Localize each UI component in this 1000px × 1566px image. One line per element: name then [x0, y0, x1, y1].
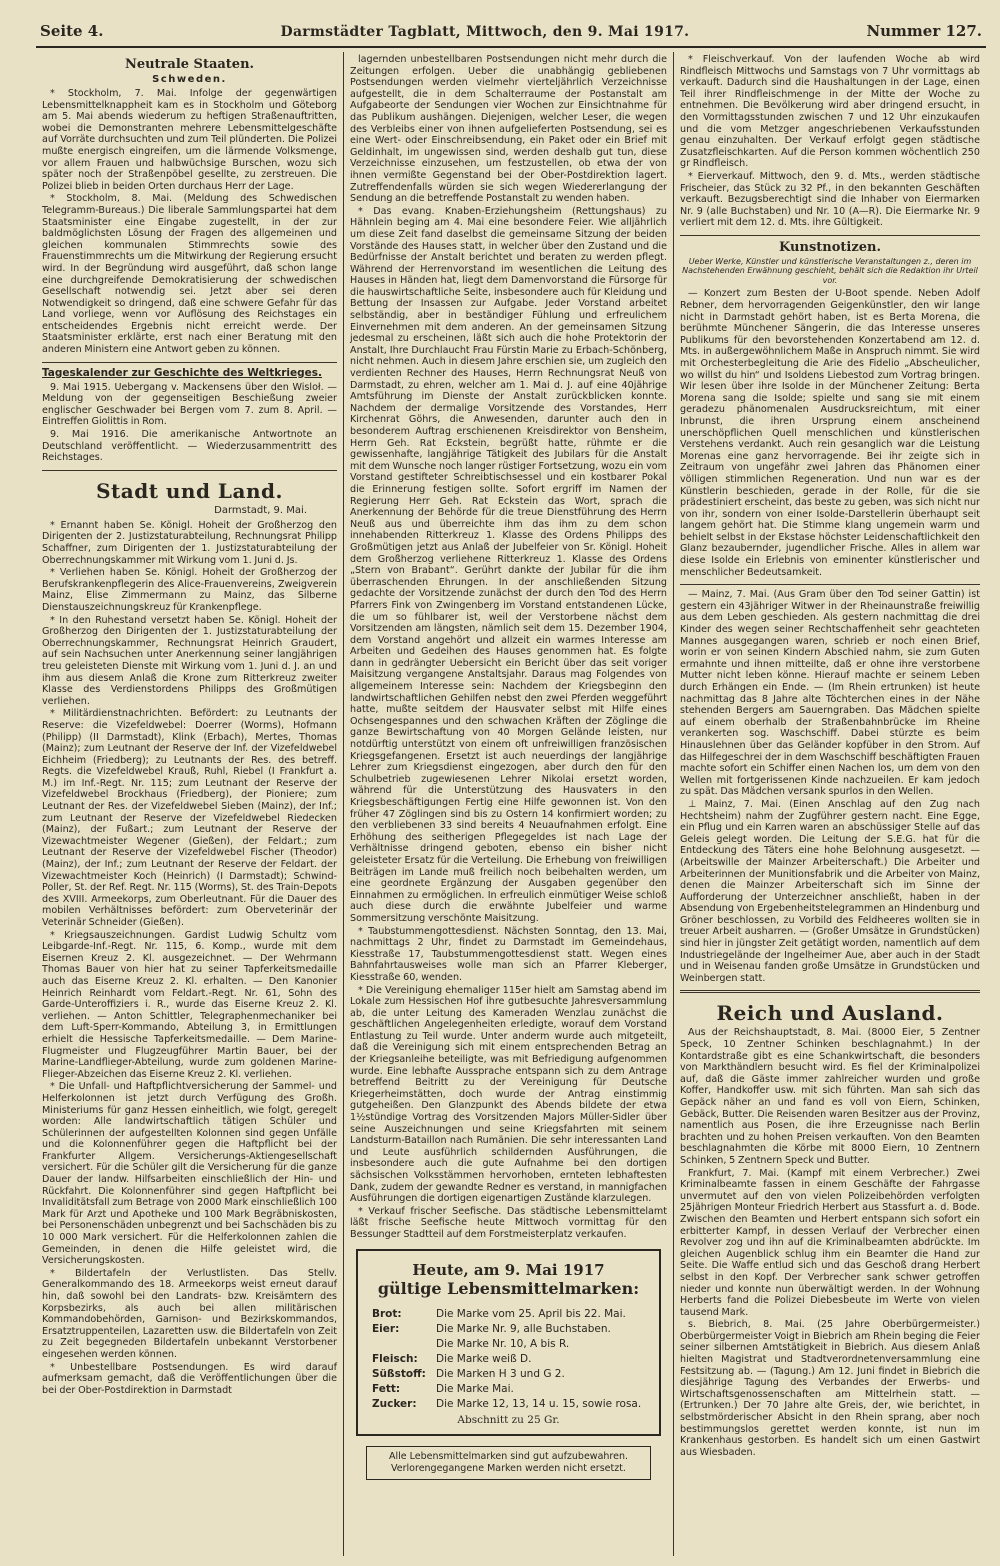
ration-row [372, 1337, 645, 1352]
ration-row [372, 1322, 645, 1337]
divider [680, 235, 980, 236]
section-title-reich: Reich und Ausland. [716, 1001, 944, 1026]
article-stockholm-1: * Stockholm, 7. Mai. Infolge der gegenwärtigen Lebensmittelknappheit kam es in Stockholm und Göteborg am 5. Mai abends wiederum zu heftigen Straßenauftritten, wobei die Demonstranten mehrere Lebensmittelgeschäfte auf Vorräte durchsuchten und zum Teil plünderten. Die Polizei mußte energisch eingreifen, um die lärmende Volksmenge, vor allem Frauen und halbwüchsige Burschen, wozu sich später noch der Straßenpöbel gesellte, zu zerstreuen. Die Polizei blieb in beiden Orten durchaus Herr der Lage. [42, 88, 337, 192]
calendar-title: Tageskalender zur Geschichte des Weltkrieges. [42, 366, 322, 379]
ration-notice-line-1: Alle Lebensmittelmarken sind gut aufzubewahren. [388, 1450, 629, 1462]
divider [42, 362, 337, 363]
ration-notice-box [366, 1446, 651, 1480]
article-unfallversicherung: * Die Unfall- und Haftpflichtversicherung der Sammel- und Helferkolonnen ist jetzt durch Verfügung des Großh. Ministeriums für ganz Hessen einheitlich, wie folgt, geregelt worden: Alle landwirtschaftlich tätigen Schüler und Schülerinnen der aufgestellten Kolonnen sind gegen Unfälle und die Kolonnenführer gegen die Haftpflicht bei der Frankfurter Allgem. Versicherungs-Aktiengesellschaft versichert. Für die Schüler gilt die Versicherung für die ganze Dauer der landw. Hilfsarbeiten einschließlich der Hin- und Rückfahrt. Die Kolonnenführer sind gegen Haftpflicht bei Invaliditätsfall zum Betrage von 2000 Mark einschließlich 100 Mark für Arzt und Apotheke und 100 Mark Begräbniskosten, bei Personenschäden unbegrenzt und bei Sachschäden bis zu 10 000 Mark versichert. Für die Helferkolonnen zahlen die Gemeinden, in denen die Hilfe geleistet wird, die Versicherungskosten. [42, 1081, 337, 1267]
ration-row [372, 1307, 645, 1322]
column-3 [674, 52, 986, 1556]
article-reichshauptstadt: Aus der Reichshauptstadt, 8. Mai. (8000 Eier, 5 Zentner Speck, 10 Zentner Schinken beschlagnahmt.) In der Kontardstraße gibt es eine Schankwirtschaft, die besonders von Markthändlern besucht wird. Es fiel der Kriminalpolizei auf, daß die Gäste immer zahlreicher wurden und große Koffer, Handkoffer usw. mit sich führten. Man sah sich das Gepäck näher an und fand es voll von Eiern, Schinken, Gebäck, Butter. Die Reisenden waren Besitzer aus der Provinz, namentlich aus Posen, die ihre Erzeugnisse nach Berlin brachten und zu hohen Preisen verkauften. Von den Beamten beschlagnahmten die Körbe mit 8000 Eiern, 10 Zentnern Schinken, 5 Zentnern Speck und Butter. [680, 1027, 980, 1166]
ration-item-label: Eier: [372, 1322, 400, 1335]
ration-row [372, 1367, 645, 1382]
article-115er: * Die Vereinigung ehemaliger 115er hielt am Samstag abend im Lokale zum Hessischen Hof ihre gutbesuchte Jahresversammlung ab, die unter Leitung des Kameraden Wenzlau zunächst die geschäftlichen Angelegenheiten erledigte, worauf dem Vorstand Entlastung zu Teil wurde. Unter anderm wurde auch mitgeteilt, daß die Vereinigung sich mit einem entsprechenden Betrag an der Kriegsanleihe beteiligte, was mit Befriedigung aufgenommen wurde. Eine lebhafte Aussprache entspann sich zu dem Antrage betreffend Beitritt zu der Vereinigung für Deutsche Kriegerheimstätten, doch wurde der Antrag einstimmig gutgeheißen. Den Glanzpunkt des Abends bildete der etwa 1½stündige Vortrag des Vorsitzenden Majors Müller-Sidler über seine Auszeichnungen und seine Kriegsfahrten mit seinem Landsturm-Bataillon nach Rumänien. Die sehr interessanten Land und Leute ausführlich schildernden Ausführungen, die insbesondere auch die gute Aufnahme bei den dortigen sächsischen Volksstämmen hervorhoben, ernteten lebhaftesten Dank, zudem der gewandte Redner es verstand, in mannigfachen Ausführungen die dortigen eigenartigen Zustände klarzulegen. [350, 984, 667, 1205]
ration-item-value: Die Marke 12, 13, 14 u. 15, sowie rosa. [436, 1397, 642, 1410]
article-seefische: * Verkauf frischer Seefische. Das städtische Lebensmittelamt läßt frische Seefische heute Mittwoch vormittag für den Bessunger Stadtteil auf dem Forstmeisterplatz verkaufen. [350, 1205, 667, 1240]
column-1 [36, 52, 344, 1556]
article-stockholm-2: * Stockholm, 8. Mai. (Meldung des Schwedischen Telegramm-Bureaus.) Die liberale Sammlungspartei hat dem Staatsminister eine Eingabe zugestellt, in der zur baldmöglichsten Lösung der Fragen des allgemeinen und gleichen kommunalen Stimmrechts sowie des Frauenstimmrechts um die Mitwirkung der Regierung ersucht wird. In der Begründung wird ausgeführt, daß schon lange eine durchgreifende Demokratisierung der schwedischen Gesellschaft notwendig sei. Jetzt aber sei deren Notwendigkeit so dringend, daß eine schwere Gefahr für das Land vorliege, wenn vor Auflösung des Reichstages ein entscheidendes Ergebnis nicht erreicht werde. Der Staatsminister erklärte, erst nach einer Beratung mit den anderen Ministern eine Antwort geben zu können. [42, 193, 337, 356]
article-fleischverkauf: * Fleischverkauf. Von der laufenden Woche ab wird Rindfleisch Mittwochs und Samstags von 7 Uhr vormittags ab verkauft. Dadurch sind die Haushaltungen in der Lage, einen Teil ihrer Rindfleischmenge in der Mitte der Woche zu entnehmen. Die Bevölkerung wird aber dringend ersucht, in den Vormittagsstunden zwischen 7 und 12 Uhr einzukaufen und die vom Metzger angeschriebenen Verkaufsstunden genau einzuhalten. Der Verkauf erfolgt gegen städtische Zusatzfleischkarten. Auf die Person kommen wöchentlich 250 gr Rindfleisch. [680, 54, 980, 170]
dateline: Darmstadt, 9. Mai. [214, 504, 307, 516]
issue-number: Nummer 127. [866, 22, 982, 40]
article-eierverkauf: * Eierverkauf. Mittwoch, den 9. d. Mts., werden städtische Frischeier, das Stück zu 32 Pf., in den bekannten Geschäften verkauft. Bezugsberechtigt sind die Inhaber von Eiermarken Nr. 9 (alle Buchstaben) und Nr. 10 (A—R). Die Eiermarke Nr. 9 verliert mit dem 12. d. Mts. ihre Gültigkeit. [680, 170, 980, 229]
ration-row [372, 1352, 645, 1367]
article-mainz-1: — Mainz, 7. Mai. (Aus Gram über den Tod seiner Gattin) ist gestern ein 43jähriger Witwer in der Rheinaunstraße freiwillig aus dem Leben geschieden. Als gestern nachmittag die drei Kinder des wegen seiner Rechtschaffenheit sehr geachteten Mannes ausgegangen waren, schrieb er noch einen Brief, worin er von seinen Kindern Abschied nahm, sie zum Guten ermahnte und ihnen mitteilte, daß er ohne ihre verstorbene Mutter nicht leben könne. Hierauf machte er seinem Leben durch Erhängen ein Ende. — (Im Rhein ertrunken) ist heute nachmittag das 8 Jahre alte Töchterchen eines in der Nähe stehenden Bergers am Sauerngraben. Das Mädchen spielte auf einem oberhalb der Straßenbahnbrücke im Rheine verankerten sog. Waschschiff. Dabei stürzte es beim Hinauslehnen über das Geländer kopfüber in den Strom. Auf das Hilfegeschrei der in dem Waschschiff beschäftigten Frauen machte sofort ein Schiffer einen Nachen los, um dem von den Wellen mit fortgerissenen Kinde nachzueilen. Er kam jedoch zu spät. Das Mädchen versank spurlos in den Wellen. [680, 589, 980, 798]
ration-item-label: Zucker: [372, 1397, 417, 1410]
article-biebrich: s. Biebrich, 8. Mai. (25 Jahre Oberbürgermeister.) Oberbürgermeister Voigt in Biebrich am Rhein beging die Feier seiner silbernen Amtstätigkeit in Biebrich. Aus diesem Anlaß hielten Magistrat und Stadtverordnetenversammlung eine Festsitzung ab. — (Tagung.) Am 12. Juni findet in Biebrich die diesjährige Tagung des Verbandes der Erwerbs- und Wirtschaftsgenossenschaften am Mittelrhein statt. — (Ertrunken.) Der 70 Jahre alte Greis, der, wie berichtet, in selbstmörderischer Absicht in den Rhein sprang, aber noch bestimmungslos gerettet werden konnte, ist nun im Krankenhaus gestorben. Es handelt sich um einen Gastwirt aus Wiesbaden. [680, 1319, 980, 1458]
calendar-entry-1915: 9. Mai 1915. Uebergang v. Mackensens über den Wisloł. — Meldung von der gegenseitigen Beschießung zweier englischer Geschwader bei Bergen vom 7. zum 8. April. — Eintreffen Giolittis in Rom. [42, 381, 337, 428]
ration-box-footnote: Abschnitt zu 25 Gr. [457, 1413, 560, 1426]
column-2 [344, 52, 674, 1556]
article-taubstummen: * Taubstummengottesdienst. Nächsten Sonntag, den 13. Mai, nachmittags 2 Uhr, findet zu Darmstadt im Gemeindehaus, Kiesstraße 17, Taubstummengottesdienst statt. Wegen eines Bahnfahrtausweises wolle man sich an Pfarrer Kleberger, Kiesstraße 60, wenden. [350, 925, 667, 983]
article-frankfurt: Frankfurt, 7. Mai. (Kampf mit einem Verbrecher.) Zwei Kriminalbeamte fassen in einem Geschäfte der Fahrgasse unvermutet auf den von vielen Polizeibehörden verfolgten 25jährigen Monteur Friedrich Herbert aus Stassfurt a. d. Bode. Zwischen den Beamten und Herbert entspann sich sofort ein erbitterter Kampf, in dessen Verlauf der Verbrecher einen Revolver zog und ihn auf die Kriminalbeamten abdrückte. Im gleichen Augenblick schlug ihm ein Beamter die Hand zur Seite. Die Waffe entlud sich und das Geschoß drang Herbert selbst in den Kopf. Der Verbrecher sank schwer getroffen nieder und konnte nun überwältigt werden. In der Wohnung Herberts fand die Polizei Diebesbeute im Werte von vielen tausend Mark. [680, 1167, 980, 1318]
ration-row [372, 1382, 645, 1397]
section-title-neutral: Neutrale Staaten. [124, 57, 255, 72]
article-militaer: * Militärdienstnachrichten. Befördert: zu Leutnants der Reserve: die Vizefeldwebel: Doerrer (Worms), Hofmann (Philipp) (II Darmstadt), Klink (Erbach), Mertes, Thomas (Mainz); zum Leutnant der Reserve der Inf. der Vizefeldwebel Eichheim (Friedberg); zu Leutnants der Res. des betreff. Regts. die Vizefeldwebel Krauß, Ruhl, Riebel (I Frankfurt a. M.) im Inf.-Regt. Nr. 115; zum Leutnant der Reserve der Vizefeldwebel Brockhaus (Friedberg), der Pioniere; zum Leutnant der Res. der Vizefeldwebel Sieben (Mainz), der Inf.; zum Leutnant der Reserve der Vizefeldwebel Riedecken (Mainz), der Fußart.; zum Leutnant der Reserve der Vizewachtmeister Wegener (Gießen), der Feldart.; zum Leutnant der Reserve der Vizefeldwebel Fischer (Theodor) (Mainz), der Inf.; zum Leutnant der Reserve der Feldart. der Vizewachtmeister Koch (Heinrich) (I Darmstadt); Schwind-Poller, St. der Ref. Regt. Nr. 115 (Worms), St. des Train-Depots des XVIII. Armeekorps, zum Oberleutnant. Für die Dauer des mobilen Verhältnisses befördert: zum Oberveterinär der Veterinär Schneider (Gießen). [42, 708, 337, 928]
section-title-stadt: Stadt und Land. [96, 478, 283, 503]
ration-item-value: Die Marke vom 25. April bis 22. Mai. [436, 1307, 626, 1320]
article-bildertafeln: * Bildertafeln der Verlustlisten. Das Stellv. Generalkommando des 18. Armeekorps weist erneut darauf hin, daß sowohl bei den Landrats- bzw. Kreisämtern des Korpsbezirks, als auch bei allen militärischen Kommandobehörden, Garnison- und Bezirkskommandos, Ersatztruppenteilen, Lazaretten usw. die Bildertafeln von Zeit zu Zeit begegneden Bildertafeln unbekannt Verstorbener eingesehen werden können. [42, 1267, 337, 1360]
ration-item-value: Die Marken H 3 und G 2. [436, 1367, 565, 1380]
ration-notice-line-2: Verlorengegangene Marken werden nicht ersetzt. [391, 1462, 626, 1474]
article-mainz-2: ⊥ Mainz, 7. Mai. (Einen Anschlag auf den Zug nach Hechtsheim) nahm der Zugführer gestern nacht. Eine Egge, ein Pflug und ein Karren waren an abschüssiger Stelle auf das Geleis gelegt worden. Die Leitung der S.E.G. hat für die Entdeckung des Täters eine hohe Belohnung ausgesetzt. — (Arbeitswille der Mainzer Arbeiterschaft.) Die Arbeiter und Arbeiterinnen der Munitionsfabrik und die Arbeiter von Mainz, denen die Mainzer Arbeiterschaft sich im Sinne der Aufforderung der Unterzeichner anschließt, haben in der Absendung von Ergebenheitstelegrammen an Hindenburg und Gröner beschlossen, zu Vorbild des Feldheeres wollten sie in treuer Arbeit ausharren. — (Großer Umsätze in Grundstücken) sind hier in jüngster Zeit getätigt worden, namentlich auf dem Industriegelände der Ingelheimer Aue, aber auch in der Stadt und in Weisenau fanden große Umsätze in Grundstücken und Weinbergen statt. [680, 798, 980, 984]
ration-box-subtitle: gültige Lebensmittelmarken: [377, 1278, 640, 1298]
ration-item-value: Die Marke weiß D. [436, 1352, 532, 1365]
ration-item-label: Fleisch: [372, 1352, 418, 1365]
ration-item-label: Fett: [372, 1382, 401, 1395]
article-kriegsauszeichnungen: * Kriegsauszeichnungen. Gardist Ludwig Schultz vom Leibgarde-Inf.-Regt. Nr. 115, 6. Komp., wurde mit dem Eisernen Kreuz 2. Kl. ausgezeichnet. — Der Wehrmann Thomas Bauer von hier hat zu seiner Tapferkeitsmedaille auch das Eiserne Kreuz 2. Kl. erhalten. — Den Kanonier Heinrich Reinhardt vom Feldart.-Regt. Nr. 61, Sohn des Garde-Unteroffiziers i. R., wurde das Eiserne Kreuz 2. Kl. verliehen. — Anton Schittler, Telegraphenmechaniker bei dem Luft-Sperr-Kommando, Abteilung 3, in Ermittlungen erhielt die Hessische Tapferkeitsmedaille. — Dem Marine-Flugmeister und Flugzeugführer Martin Bauer, bei der Marine-Landflieger-Abteilung, wurde zum goldenen Marine-Flieger-Abzeichen das Eiserne Kreuz 2. Kl. verliehen. [42, 929, 337, 1080]
masthead-line: Darmstädter Tagblatt, Mittwoch, den 9. Mai 1917. [280, 24, 690, 40]
article-ruhestand: * In den Ruhestand versetzt haben Se. Königl. Hoheit der Großherzog den Dirigenten der 1. Justizstaturabteilung der Oberrechnungskammer, Rechnungsrat Heinrich Graudert, auf sein Nachsuchen unter Anerkennung seiner langjährigen treu geleisteten Dienste mit Wirkung vom 1. Juni d. J. an und ihm aus diesem Anlaß die Krone zum Ritterkreuz zweiter Klasse des Verdienstordens Philipps des Großmütigen verliehen. [42, 614, 337, 707]
article-ernannt: * Ernannt haben Se. Königl. Hoheit der Großherzog den Dirigenten der 2. Justizstaturabteilung, Rechnungsrat Philipp Schaffner, zum Dirigenten der 1. Justizstaturabteilung der Oberrechnungskammer mit Wirkung vom 1. Juni d. Js. [42, 519, 337, 566]
article-postsendungen: * Unbestellbare Postsendungen. Es wird darauf aufmerksam gemacht, daß die Veröffentlichungen über die bei der Ober-Postdirektion in Darmstadt [42, 1361, 337, 1396]
columns [36, 52, 986, 1556]
ration-item-value: Die Marke Nr. 9, alle Buchstaben. [436, 1322, 611, 1335]
article-verliehen: * Verliehen haben Se. Königl. Hoheit der Großherzog der Berufskrankenpflegerin des Alice-Frauenvereins, Zweigverein Mainz, Elise Zimmermann zu Mainz, das Silberne Dienstauszeichnungskreuz für Krankenpflege. [42, 567, 337, 613]
ration-item-label: Brot: [372, 1307, 402, 1320]
calendar-entry-1916: 9. Mai 1916. Die amerikanische Antwortnote an Deutschland veröffentlicht. — Wiederzusammentritt des Reichstages. [42, 429, 337, 464]
divider [680, 584, 980, 585]
ration-box-title: Heute, am 9. Mai 1917 [412, 1260, 605, 1279]
divider [680, 990, 980, 993]
article-erziehungsheim: * Das evang. Knaben-Erziehungsheim (Rettungshaus) zu Hähnlein beging am 4. Mai eine besondere Feier. Wie alljährlich um diese Zeit fand daselbst die gemeinsame Sitzung der beiden Vorstände des Hauses statt, in welcher über den Zustand und die Bedürfnisse der Anstalt berichtet und beraten zu werden pflegt. Während der Herrenvorstand im wesentlichen die Leitung des Hauses in Händen hat, liegt dem Damenvorstand die Fürsorge für die hauswirtschaftliche Seite, insbesondere auch für Kleidung und Bettung der Insassen zur Aufgabe. Jeder Vorstand arbeitet selbständig, aber in beständiger Fühlung und erfreulichem Einvernehmen mit dem anderen. An der gemeinsamen Sitzung jedesmal zu erscheinen, läßt sich auch die hohe Protektorin der Anstalt, Ihre Durchlaucht Frau Fürstin Marie zu Erbach-Schönberg, nicht nehmen. Auch in diesem Jahre erschien sie, um zugleich den verdienten Rechner des Hauses, Herrn Rechnungsrat Neuß von Darmstadt, zu ehren, welcher am 1. Mai d. J. auf eine 40jährige Amtsführung im Dienste der Anstalt zurückblicken konnte. Nachdem der dermalige Vorsitzende des Vorstandes, Herr Kirchenrat Göhrs, die Anwesenden, darunter auch den in besonderem Auftrag erschienenen Kreisdirektor von Bensheim, Herrn Geh. Rat Eckstein, begrüßt hatte, rühmte er die gewissenhafte, langjährige Tätigkeit des Jubilars für die Anstalt mit dem Wunsche noch langer rüstiger Fortsetzung, wozu ein vom Vorstand gestifteter Schreibtischsessel und ein kostbarer Pokal die Erinnerung festigen sollte. Sofort ergriff im Namen der Regierung Herr Geh. Rat Eckstein das Wort, sprach die Anerkennung der Behörde für die treue Dienstführung des Herrn Neuß aus und überreichte ihm das ihm zu dem schon innehabenden Ritterkreuz 1. Klasse des Ordens Philipps des Großmütigen jetzt aus Anlaß der Jubelfeier von Sr. Königl. Hoheit dem Großherzog verliehene Ritterkreuz 1. Klasse des Ordens „Stern von Brabant“. Gerührt dankte der Jubilar für die ihm überraschenden Ehrungen. In der anschließenden Sitzung gedachte der Vorsitzende zunächst der durch den Tod des Herrn Pfarrers Fink von Zwingenberg im Vorstand entstandenen Lücke, die um so fühlbarer ist, weil der Verstorbene nächst dem Vorsitzenden am längsten, nämlich seit dem 15. Dezember 1904, dem Vorstand angehört und allzeit ein warmes Interesse am Arbeiten und Gedeihen des Hauses genommen hat. Es folgte dann in gedrängter Uebersicht ein Bericht über das seit voriger Maisitzung vergangene Anstaltsjahr. Daraus mag Folgendes von allgemeinem Interesse sein: Nachdem der Kriegsbeginn den landwirtschaftlichen Gehilfen nebst den zwei Pferden weggeführt hatte, mußte seitdem der Hausvater selbst mit Hilfe eines Ochsengespannes und den schwachen Kräften der Zöglinge die ganze Bewirtschaftung von 40 Morgen Gelände leisten, nur notdürftig unterstützt von einem oft unfreiwilligen französischen Kriegsgefangenen. Ersetzt ist auch neuerdings der langjährige Lehrer zum Kriegsdienst eingezogen, aber durch den für den Schulbetrieb zugewiesenen Lehrer Nikolai ersetzt worden, während für die Unterstützung des Hausvaters in den Kriegsbeschäftigungen Fertig eine Hilfe gewonnen ist. Von den früher 47 Zöglingen sind bis zu Ostern 14 konfirmiert worden; zu den verbliebenen 33 sind bereits 4 Neuaufnahmen erfolgt. Eine Erhöhung des seitherigen Pflegegeldes ist nach Lage der Verhältnisse dringend geboten, ebenso ein bisher nicht geleisteter Ersatz für die Verteilung. Die Erhebung von freiwilligen Beiträgen im Lande muß freilich noch beibehalten werden, um eine geordnete Ergänzung der Ausgaben gegenüber den Einnahmen zu ermöglichen. In erfreulich einmütiger Weise schloß auch diese durch die erwähnte Jubelfeier und warme Sommersitzung verschönte Maisitzung. [350, 205, 667, 924]
article-postsendungen-cont: lagernden unbestellbaren Postsendungen nicht mehr durch die Zeitungen erfolgen. Ueber die unabhängig gebliebenen Postsendungen werden vielmehr vierteljährlich Verzeichnisse aufgestellt, die in dem Schalterraume der Postanstalt am Aufgabeorte der Sendungen vier Wochen zur Einsichtnahme für das Publikum aushängen. Diejenigen, welcher Leser, die wegen des Verbleibs einer von ihnen aufgelieferten Postsendung, sei es eine Wert- oder Einschreibsendung, ein Paket oder ein Brief mit Geldinhalt, im ungewissen sind, werden deshalb gut tun, diese Verzeichnisse einzusehen, um festzustellen, ob etwa der von ihnen vermißte Gegenstand bei der Ober-Postdirektion lagert. Zutreffendenfalls würden sie sich wegen Wiedererlangung der Sendung an die betreffende Postanstalt zu wenden haben. [350, 54, 667, 205]
ration-item-value: Die Marke Nr. 10, A bis R. [436, 1337, 570, 1350]
ration-table [372, 1307, 645, 1412]
divider [42, 470, 337, 471]
kunst-disclaimer: Ueber Werke, Künstler und künstlerische Veranstaltungen z., deren im Nachstehenden Erwähnung geschieht, behält sich die Redaktion ihr Urteil vor. [682, 256, 978, 285]
section-title-kunst: Kunstnotizen. [779, 239, 881, 255]
article-konzert: — Konzert zum Besten der U-Boot spende. Neben Adolf Rebner, dem hervorragenden Geigenkünstler, den wir lange nicht in Darmstadt gehört haben, ist es Berta Morena, die berühmte Münchener Sängerin, die das Interesse unseres Publikums für den bevorstehenden Konzertabend am 12. d. Mts. in außergewöhnlichem Maße in Anspruch nimmt. Sie wird mit Orchesterbegleitung die Arie des Fidelio „Abscheulicher, wo willst du hin“ und Isoldens Liebestod zum Vortrag bringen. Wir lesen über ihre Isolde in der Münchener Zeitung: Berta Morena sang die Isolde; spielte und sang sie mit einem geradezu phänomenalen Ausdrucksreichtum, mit einer Inbrunst, die ihren Ursprung einem anscheinend unerschöpflichen Quell menschlichen und künstlerischen Verstehens verdankt. Auch rein gesanglich war die Leistung Morenas eine ganz hervorragende. Bei ihr zeigte sich in Zeitraum von ungefähr zwei Jahren das Phänomen einer völligen stimmlichen Regeneration. Und nun war es der Künstlerin beschieden, gerade in der Rolle, für die sie prädestiniert erscheint, das beste zu geben, was sich nicht nur von ihr, sondern von einer Isolde-Darstellerin überhaupt seit langem gehört hat. Die Stimme klang ungemein warm und behielt selbst in der Ekstase höchster Leidenschaftlichkeit den Glanz bezaubernder, jugendlicher Frische. Alles in allem war diese Isolde ein Erlebnis von eminenter künstlerischer und menschlicher Bedeutsamkeit. [680, 288, 980, 578]
ration-row [372, 1397, 645, 1412]
ration-item-value: Die Marke Mai. [436, 1382, 514, 1395]
ration-item-label: Süßstoff: [372, 1367, 426, 1380]
ration-card-box [356, 1249, 661, 1436]
page-number: Seite 4. [40, 22, 104, 40]
ration-item-label [372, 1337, 436, 1352]
subsection-schweden: Schweden. [152, 74, 227, 85]
page-header [36, 22, 986, 48]
